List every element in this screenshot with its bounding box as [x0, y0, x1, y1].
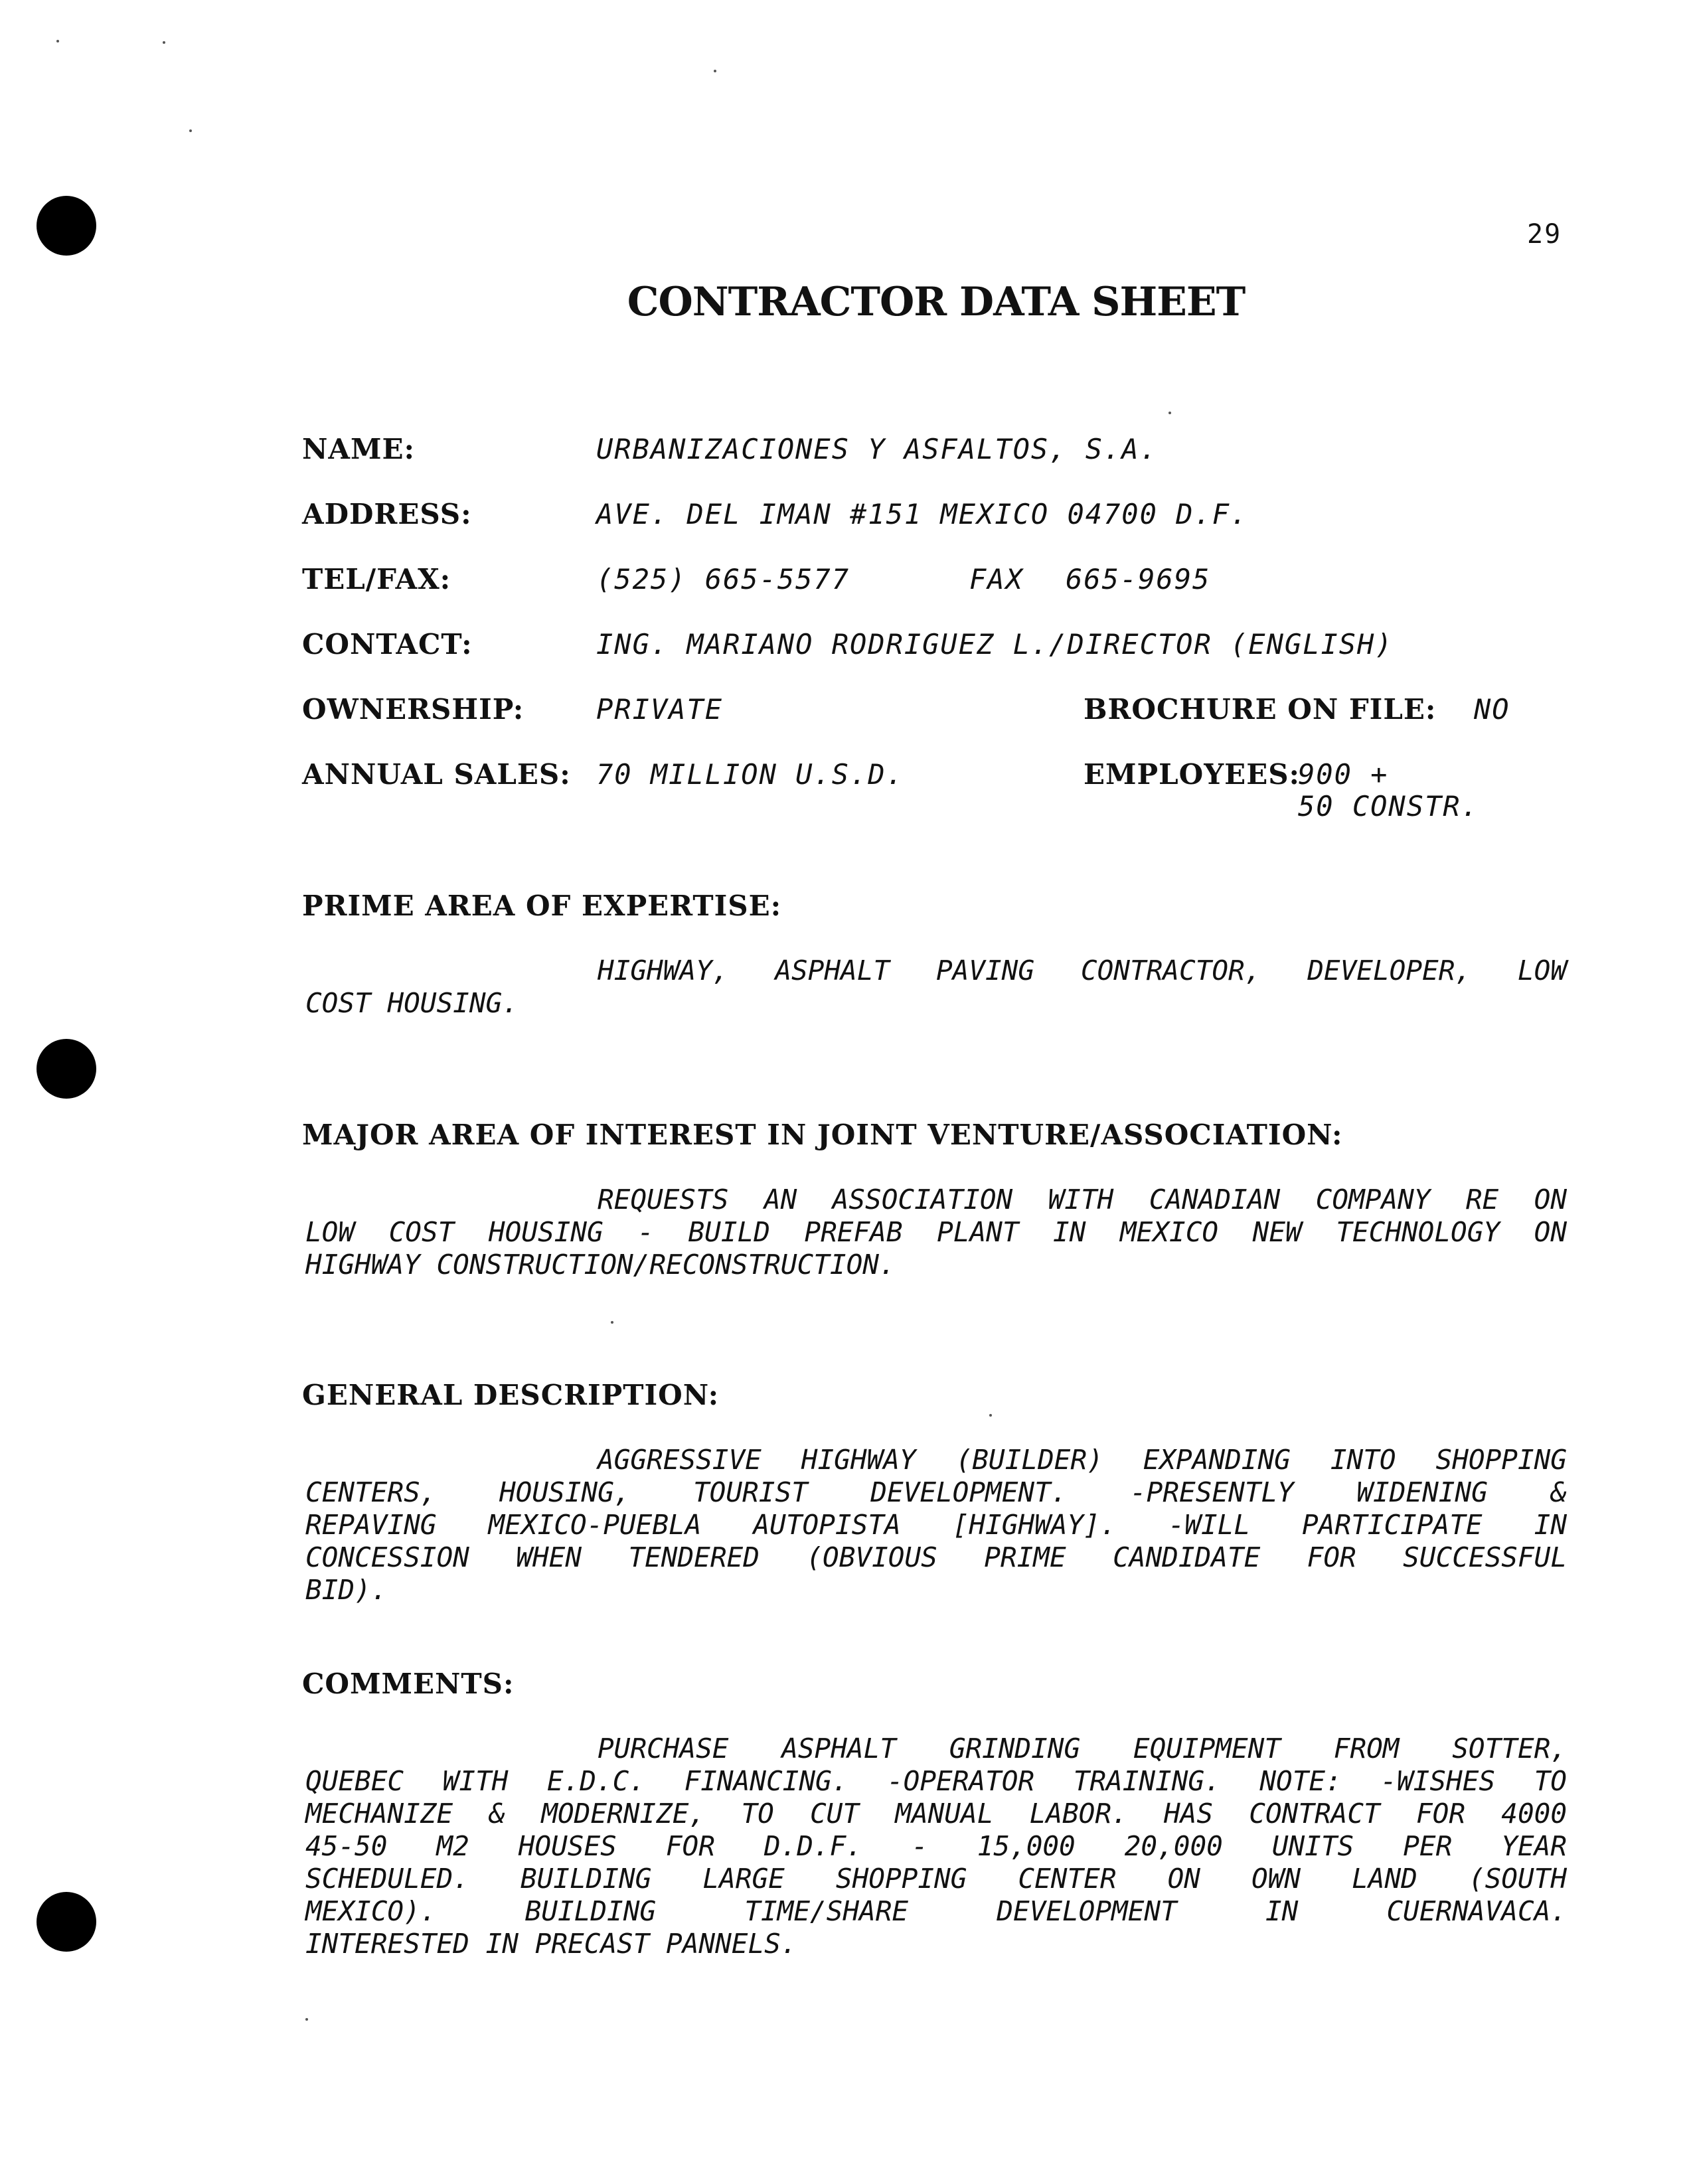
description-text	[305, 1444, 1567, 1606]
description-heading: GENERAL DESCRIPTION:	[302, 1379, 720, 1411]
text-line: CENTERS, HOUSING, TOURIST DEVELOPMENT. -PRESENTLY WIDENING &	[305, 1476, 1567, 1508]
page-title: CONTRACTOR DATA SHEET	[627, 279, 1246, 325]
address-value: AVE. DEL IMAN #151 MEXICO 04700 D.F.	[596, 498, 1249, 530]
annual-sales-label: ANNUAL SALES:	[302, 758, 571, 791]
text-line: PURCHASE ASPHALT GRINDING EQUIPMENT FROM SOTTER,	[598, 1733, 1567, 1764]
brochure-value: NO	[1474, 693, 1510, 726]
text-line: 45-50 M2 HOUSES FOR D.D.F. - 15,000 20,000 UNITS PER YEAR	[305, 1830, 1567, 1862]
scan-speck	[611, 1321, 613, 1324]
text-line: COST HOUSING.	[305, 987, 519, 1019]
employees-value: 900 +	[1298, 758, 1389, 791]
ownership-label: OWNERSHIP:	[302, 693, 524, 726]
scan-speck	[189, 129, 192, 132]
comments-heading: COMMENTS:	[302, 1668, 515, 1700]
annual-sales-value: 70 MILLION U.S.D.	[596, 758, 904, 791]
interest-heading: MAJOR AREA OF INTEREST IN JOINT VENTURE/ASSOCIATION:	[302, 1119, 1343, 1151]
text-line: INTERESTED IN PRECAST PANNELS.	[305, 1928, 797, 1960]
scan-speck	[714, 70, 716, 72]
text-line: REPAVING MEXICO-PUEBLA AUTOPISTA [HIGHWAY]. -WILL PARTICIPATE IN	[305, 1509, 1567, 1541]
text-line: QUEBEC WITH E.D.C. FINANCING. -OPERATOR TRAINING. NOTE: -WISHES TO	[305, 1765, 1567, 1797]
scan-speck	[989, 1414, 992, 1417]
scan-speck	[56, 40, 59, 42]
fax-label: FAX	[969, 563, 1024, 595]
contact-label: CONTACT:	[302, 628, 473, 661]
scan-speck	[305, 2018, 308, 2021]
text-line: MECHANIZE & MODERNIZE, TO CUT MANUAL LABOR. HAS CONTRACT FOR 4000	[305, 1798, 1567, 1830]
ownership-value: PRIVATE	[596, 693, 724, 726]
fax-value: 665-9695	[1066, 563, 1211, 595]
text-line: SCHEDULED. BUILDING LARGE SHOPPING CENTER ON OWN LAND (SOUTH	[305, 1863, 1567, 1895]
text-line: BID).	[305, 1574, 388, 1606]
text-line: HIGHWAY, ASPHALT PAVING CONTRACTOR, DEVELOPER, LOW	[598, 955, 1567, 986]
scan-speck	[163, 41, 165, 44]
brochure-label: BROCHURE ON FILE:	[1084, 693, 1437, 726]
telfax-label: TEL/FAX:	[302, 563, 451, 595]
page-number: 29	[1527, 219, 1562, 250]
binder-hole-top	[37, 196, 96, 256]
text-line: AGGRESSIVE HIGHWAY (BUILDER) EXPANDING INTO SHOPPING	[598, 1444, 1567, 1476]
expertise-heading: PRIME AREA OF EXPERTISE:	[302, 890, 782, 922]
binder-hole-bottom	[37, 1892, 96, 1952]
name-label: NAME:	[302, 433, 415, 465]
binder-hole-middle	[37, 1039, 96, 1099]
comments-text	[305, 1733, 1567, 1960]
tel-value: (525) 665-5577	[596, 563, 850, 595]
text-line: REQUESTS AN ASSOCIATION WITH CANADIAN COMPANY RE ON	[598, 1184, 1567, 1215]
expertise-text	[305, 955, 1567, 1020]
text-line: MEXICO). BUILDING TIME/SHARE DEVELOPMENT IN CUERNAVACA.	[305, 1895, 1567, 1927]
text-line: LOW COST HOUSING - BUILD PREFAB PLANT IN MEXICO NEW TECHNOLOGY ON	[305, 1216, 1567, 1248]
contact-value: ING. MARIANO RODRIGUEZ L./DIRECTOR (ENGLISH)	[596, 628, 1394, 661]
address-label: ADDRESS:	[302, 498, 472, 530]
scan-speck	[1168, 412, 1171, 414]
interest-text	[305, 1184, 1567, 1281]
employees-constr-value: 50 CONSTR.	[1298, 790, 1479, 822]
text-line: CONCESSION WHEN TENDERED (OBVIOUS PRIME CANDIDATE FOR SUCCESSFUL	[305, 1541, 1567, 1573]
employees-label: EMPLOYEES:	[1084, 758, 1301, 791]
text-line: HIGHWAY CONSTRUCTION/RECONSTRUCTION.	[305, 1249, 896, 1281]
name-value: URBANIZACIONES Y ASFALTOS, S.A.	[596, 433, 1158, 465]
